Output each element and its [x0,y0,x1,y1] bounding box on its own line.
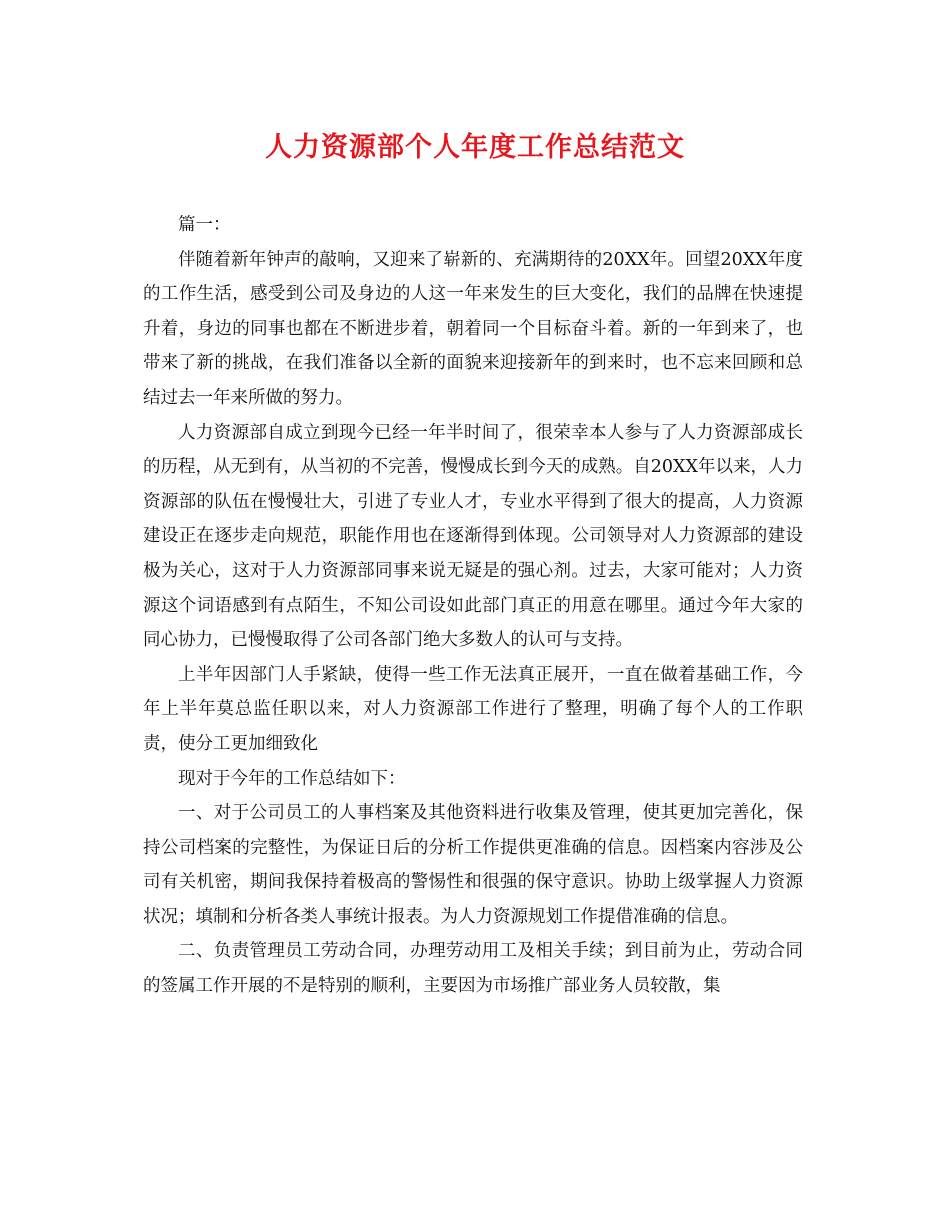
paragraph-first-half: 上半年因部门人手紧缺，使得一些工作无法真正展开，一直在做着基础工作，今年上半年莫总监任职以来，对人力资源部工作进行了整理，明确了每个人的工作职责，使分工更加细致化 [143,664,803,754]
paragraph-intro: 伴随着新年钟声的敲响，又迎来了崭新的、充满期待的20XX年。回望20XX年度的工作生活，感受到公司及身边的人这一年来发生的巨大变化，我们的品牌在快速提升着，身边的同事也都在不断进步着，朝着同一个目标奋斗着。新的一年到来了，也带来了新的挑战，在我们准备以全新的面貌来迎接新年的到来时，也不忘来回顾和总结过去一年来所做的努力。 [143,249,803,408]
paragraph-heading: 篇一： [178,215,231,235]
document-title: 人力资源部个人年度工作总结范文 [265,132,685,163]
paragraph-department-history: 人力资源部自成立到现今已经一年半时间了，很荣幸本人参与了人力资源部成长的历程，从无到有，从当初的不完善，慢慢成长到今天的成熟。自20XX年以来，人力资源部的队伍在慢慢壮大，引进了专业人才，专业水平得到了很大的提高，人力资源建设正在逐步走向规范，职能作用也在逐渐得到体现。公司领导对人力资源部的建设极为关心，这对于人力资源部同事来说无疑是的强心剂。过去，大家可能对；人力资源这个词语感到有点陌生，不知公司设如此部门真正的用意在哪里。通过今年大家的同心协力，已慢慢取得了公司各部门绝大多数人的认可与支持。 [143,422,803,651]
paragraph-item-one: 一、对于公司员工的人事档案及其他资料进行收集及管理，使其更加完善化，保持公司档案的完整性，为保证日后的分析工作提供更准确的信息。因档案内容涉及公司有关机密，期间我保持着极高的警惕性和很强的保守意识。协助上级掌握人力资源状况；填制和分析各类人事统计报表。为人力资源规划工作提借准确的信息。 [143,803,803,927]
paragraph-summary-lead: 现对于今年的工作总结如下： [178,768,406,789]
document-body [143,208,803,1004]
paragraph-item-two: 二、负责管理员工劳动合同，办理劳动用工及相关手续；到目前为止，劳动合同的签属工作开展的不是特别的顺利，主要因为市场推广部业务人员较散，集 [143,941,803,997]
